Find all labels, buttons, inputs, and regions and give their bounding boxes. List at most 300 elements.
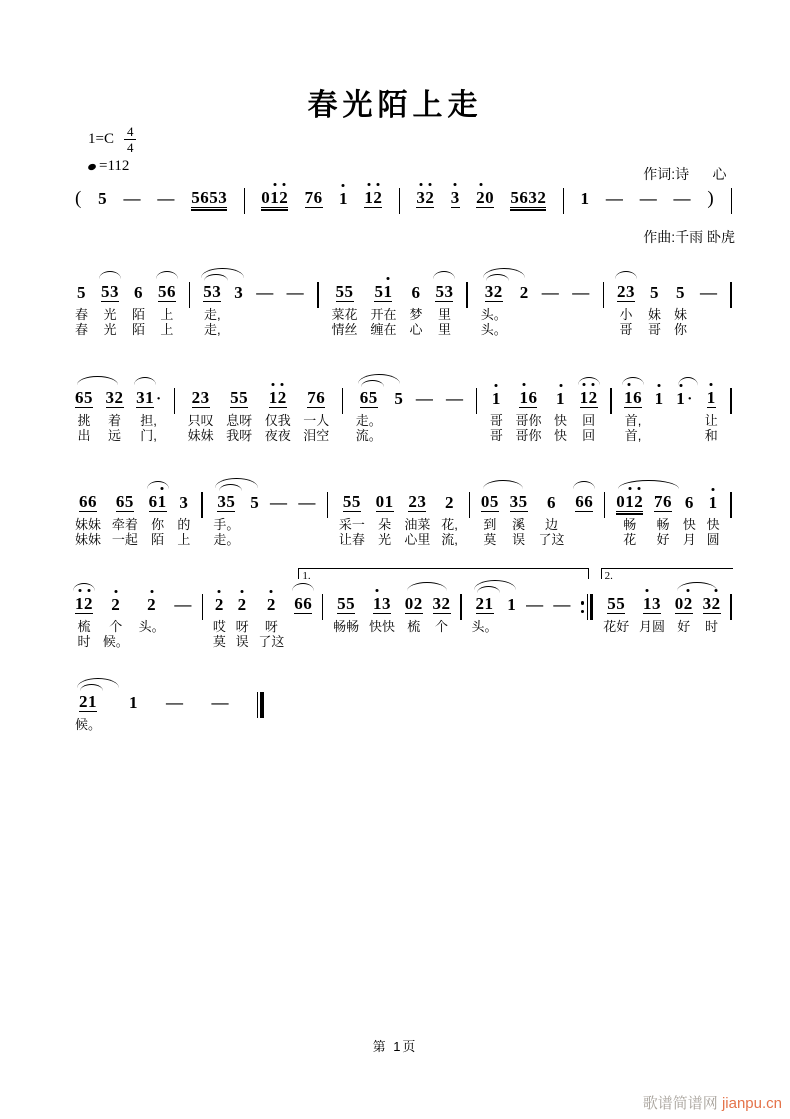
note-token: 76 [304,188,323,207]
barline [322,594,323,620]
note-token: 5 [77,283,86,302]
note-token: 66 [575,492,594,511]
note-cell [648,266,661,337]
note-group [416,386,434,408]
barline-cell [317,266,318,308]
octave-dot: 2 [84,594,93,613]
note-cell [174,562,192,649]
note-token: 66 [79,492,97,511]
note-group [411,280,420,302]
lyric-line2: 妹妹 [187,428,214,443]
lyric-line1: 到 [483,517,497,532]
note-group [337,592,355,614]
note-group [77,280,86,302]
barline [399,188,400,214]
note-group [101,280,119,302]
note-token: 3 [179,493,189,512]
note-group [526,592,544,614]
lyric-line1: 哥 [489,413,503,428]
note-cell [136,372,161,443]
note-group [124,186,142,208]
barline [244,188,245,214]
octave-dot: 1 [383,282,393,301]
octave-dot: 1 [706,388,716,407]
note-token: 53 [203,282,222,301]
note-cell [75,172,82,208]
barline-cell [342,372,343,414]
lyric-line1: 头。 [138,619,165,634]
note-cell [364,172,382,208]
lyric-line1: 油菜 [404,517,431,532]
note-group [307,386,325,408]
note-token: 55 [335,282,354,301]
note-group [75,186,82,208]
note-token: 01 [375,492,394,511]
note-token [364,188,382,208]
note-cell [606,172,624,208]
note-group [510,490,528,512]
note-token: 55 [607,594,626,613]
barline-cell [202,562,203,620]
note-group [617,280,635,302]
note-token: — [639,189,658,208]
note-group [654,490,672,512]
note-token: — [553,595,571,614]
note-token: 61 [148,492,167,511]
augmentation-dot: · [687,391,693,407]
note-token [267,595,276,614]
note-token: 55 [342,492,361,511]
lyricist-credit: 作词:诗 心 [643,166,727,182]
lyric-line1: 头。 [480,307,507,322]
note-token: 35 [509,492,528,511]
barline [730,492,731,518]
note-token: 32 [484,282,503,301]
note-group [445,490,454,512]
lyric-line2: 远 [108,428,122,443]
note-cell [676,372,692,443]
note-cell [624,372,642,443]
octave-dot: 1 [579,388,589,407]
note-group [136,386,161,408]
note-group [607,592,625,614]
note-cell [446,372,464,443]
note-token: — [605,189,624,208]
note-cell [705,372,718,443]
note-token [75,594,93,614]
barline [460,594,461,620]
octave-dot: 1 [270,188,280,207]
barline [604,492,605,518]
note-group [435,280,453,302]
note-token: 6 [684,493,694,512]
lyric-line2: 春 [75,322,89,337]
note-cell [203,266,221,337]
octave-dot: 1 [654,389,664,408]
note-token: 5 [250,493,260,512]
note-group [580,386,598,408]
note-group [217,490,235,512]
note-group [616,490,643,512]
note-token: 16 [624,388,643,407]
barline [610,388,611,414]
barline-cell [469,476,470,518]
lyric-line2: 圆 [706,532,720,547]
barline [731,188,732,214]
note-token: 012 [261,188,289,207]
note-token [492,389,501,408]
octave-dot: 2 [237,595,247,614]
note-cell [188,372,214,443]
barline [466,282,467,308]
note-cell [139,562,165,649]
lyric-line2: 缠在 [370,322,397,337]
note-group [416,186,434,208]
lyric-line1: 让 [704,413,718,428]
lyric-line1: 春 [75,307,89,322]
lyric-line2: 一起 [111,532,138,547]
octave-dot: 3 [416,188,426,207]
note-token: 02 [674,594,693,613]
note-group [519,386,537,408]
note-cell [303,372,329,443]
note-cell [376,476,394,547]
lyric-line2: 妹妹 [75,532,102,547]
note-cell [542,266,560,337]
note-group [75,386,93,408]
music-system-intro [75,172,732,214]
note-token: 66 [294,594,313,613]
note-group [230,386,248,408]
note-group [655,386,664,408]
note-token: — [286,283,305,302]
lyric-line2: 莫 [212,634,226,649]
octave-dot: 2 [266,595,276,614]
lyric-line1: 仅我 [264,413,291,428]
lyric-line1: 担, [140,413,157,428]
note-token: 56 [157,282,176,301]
note-group [256,280,274,302]
note-cell [129,676,138,747]
lyric-line1: 妹 [673,307,687,322]
note-token: 05 [480,492,499,511]
lyric-line1: 陌 [131,307,145,322]
note-token: 1 [507,595,517,614]
barline [730,282,731,308]
note-token: 35 [217,492,236,511]
note-token [416,188,434,208]
note-group [547,490,556,512]
octave-dot: 2 [373,188,383,207]
song-title: 春光陌上走 [307,89,483,122]
volta-label: 1. [302,570,313,582]
note-cell [404,476,430,547]
note-group [709,490,718,512]
note-token: — [699,283,718,302]
lyric-line2: 陌 [151,532,165,547]
music-system-5 [75,676,732,747]
note-cell [572,266,590,337]
note-group [676,386,692,408]
watermark-site-url: jianpu.cn [721,1095,782,1112]
lyric-line2: 了这 [538,532,565,547]
note-cell [132,266,145,337]
octave-dot: 2 [147,595,157,614]
note-token: 6 [546,493,556,512]
octave-dot: 1 [338,189,348,208]
note-group [553,592,571,614]
lyric-line2: 快 [554,428,568,443]
watermark-site-name: 歌谱简谱网 [642,1095,722,1112]
octave-dot: 1 [708,493,718,512]
barline-cell [604,476,605,518]
note-token: — [526,595,544,614]
barline [563,188,564,214]
note-token: — [256,283,274,302]
note-token: 20 [476,188,495,207]
barline [257,692,264,718]
note-group [510,186,546,208]
note-group [373,592,391,614]
note-group [134,280,143,302]
lyric-line2: 门, [140,428,157,443]
note-token: ) [707,188,715,209]
note-token: 23 [408,492,427,511]
lyric-line2: 走, [203,322,221,337]
octave-dot: 2 [634,492,644,511]
barline-cell [257,676,264,718]
key-signature-block [88,122,136,175]
lyric-line2: 哥 [648,322,662,337]
lyric-line2: 哥 [619,322,633,337]
note-group [157,186,175,208]
note-group [492,386,501,408]
lyric-line1: 畅 [656,517,670,532]
note-group [270,490,288,512]
lyric-line2: 泪空 [303,428,330,443]
octave-dot: 2 [425,188,435,207]
note-token: 5 [675,283,685,302]
lyric-line1: 采一 [338,517,365,532]
note-group [481,490,499,512]
note-group [542,280,560,302]
lyric-line1: 花好 [603,619,630,634]
note-token [556,389,565,408]
barline-cell [603,266,604,308]
note-group [147,592,156,614]
note-token: 5 [98,189,108,208]
lyric-line1: 息呀 [226,413,253,428]
note-token: 32 [105,388,124,407]
lyric-line1: 牵着 [111,517,138,532]
lyric-line2: 花 [623,532,637,547]
note-cell [674,172,692,208]
note-group [294,592,312,614]
note-cell [75,676,101,747]
note-cell [212,676,230,747]
note-token [269,388,287,408]
note-cell [515,372,541,443]
lyric-line2: 哥 [489,428,503,443]
note-token: ( [75,188,82,209]
octave-dot: 1 [519,388,529,407]
page-number: 第 1页 [372,1039,418,1054]
note-token: — [572,283,590,302]
note-cell [112,476,138,547]
lyric-line1: 光 [103,307,117,322]
octave-dot: 1 [556,389,566,408]
lyric-line2: 哥你 [515,428,542,443]
lyric-line2: 误 [235,634,249,649]
note-token [147,595,156,614]
note-group [238,592,247,614]
note-group [451,186,460,208]
note-group [129,690,138,712]
lyric-line1: 首, [624,413,642,428]
lyric-line1: 边 [544,517,558,532]
note-token [238,595,247,614]
time-signature: $\frac{4}{4}$ [124,125,137,154]
lyric-line2: 了这 [258,634,285,649]
note-token: 13 [372,594,391,613]
octave-dot: 2 [277,388,287,407]
note-cell [157,172,175,208]
barline-cell [730,476,731,518]
octave-dot: 2 [588,388,598,407]
lyric-line1: 走。 [355,413,382,428]
lyric-line2: 月 [682,532,696,547]
note-group [79,690,97,712]
barline [342,388,343,414]
music-system-4 [75,562,732,649]
note-token: — [211,693,230,712]
lyric-line2: 走。 [213,532,240,547]
lyric-line2: 和 [704,428,718,443]
note-group [287,280,305,302]
lyric-line1: 个 [109,619,123,634]
note-cell [339,172,348,208]
lyric-line1: 一人 [303,413,330,428]
note-token: — [270,493,288,512]
note-cell [356,372,382,443]
note-group [250,490,259,512]
note-token [709,493,718,512]
lyric-line1: 挑 [77,413,91,428]
lyric-line1: 的 [177,517,191,532]
watermark [643,1092,782,1113]
note-group [98,186,107,208]
lyric-line2: 上 [177,532,191,547]
note-cell [124,172,142,208]
note-group [149,490,167,512]
barline [202,594,203,620]
note-cell [191,172,227,208]
lyric-line1: 溪 [512,517,526,532]
note-cell [640,172,658,208]
music-system-3 [75,476,732,547]
octave-dot: 2 [683,594,693,613]
note-cell [581,172,590,208]
note-token: — [157,189,175,208]
note-group [166,690,184,712]
note-cell [490,372,503,443]
barline-cell [399,172,400,214]
note-cell [258,562,284,649]
octave-dot: 1 [372,594,382,613]
note-cell [213,476,239,547]
note-token [707,388,716,408]
note-cell [287,266,305,337]
note-token: 16 [519,388,538,407]
note-token: 32 [702,594,721,613]
note-token [655,389,664,408]
note-cell [707,172,714,208]
octave-dot: 3 [450,188,460,207]
barline [189,282,190,308]
note-cell [261,172,288,208]
barline [730,388,731,414]
note-group [234,280,243,302]
lyric-line2: 上 [160,322,174,337]
note-group [106,386,124,408]
note-group [336,280,354,302]
lyric-line2: 情丝 [331,322,358,337]
lyric-line1: 快 [554,413,568,428]
note-token: 76 [307,388,326,407]
note-group [374,280,392,302]
note-token: 6 [411,283,421,302]
lyric-line1: 花, [441,517,458,532]
note-cell [177,476,190,547]
music-system-1 [75,266,732,337]
note-group [640,186,658,208]
note-group [643,592,661,614]
barline [581,594,594,620]
lyric-line1: 走, [203,307,221,322]
note-token: 31 [136,388,155,407]
note-cell [655,372,664,443]
lyric-line1: 快快 [368,619,395,634]
note-group [364,186,382,208]
lyric-line1: 呀 [235,619,249,634]
lyric-line2: 里 [437,322,451,337]
barline-cell [610,372,611,414]
octave-dot: 2 [711,594,721,613]
barline-cell [201,476,202,518]
lyric-line1: 哎 [212,619,226,634]
note-token: 5 [394,389,404,408]
music-system-2 [75,372,732,443]
note-group [446,386,464,408]
lyric-line2: 出 [77,428,91,443]
note-cell [707,476,720,547]
note-group [572,280,590,302]
note-token: 51 [374,282,393,301]
note-group [360,386,378,408]
lyric-line1: 快 [706,517,720,532]
lyric-line1: 朵 [378,517,392,532]
note-group [700,280,718,302]
note-group [408,490,426,512]
note-group [676,280,685,302]
note-cell [332,266,358,337]
note-token: 55 [230,388,249,407]
lyric-line1: 妹妹 [75,517,102,532]
note-cell [700,266,718,337]
lyric-line2: 回 [582,428,596,443]
note-group [267,592,276,614]
note-token: 1 [580,189,590,208]
